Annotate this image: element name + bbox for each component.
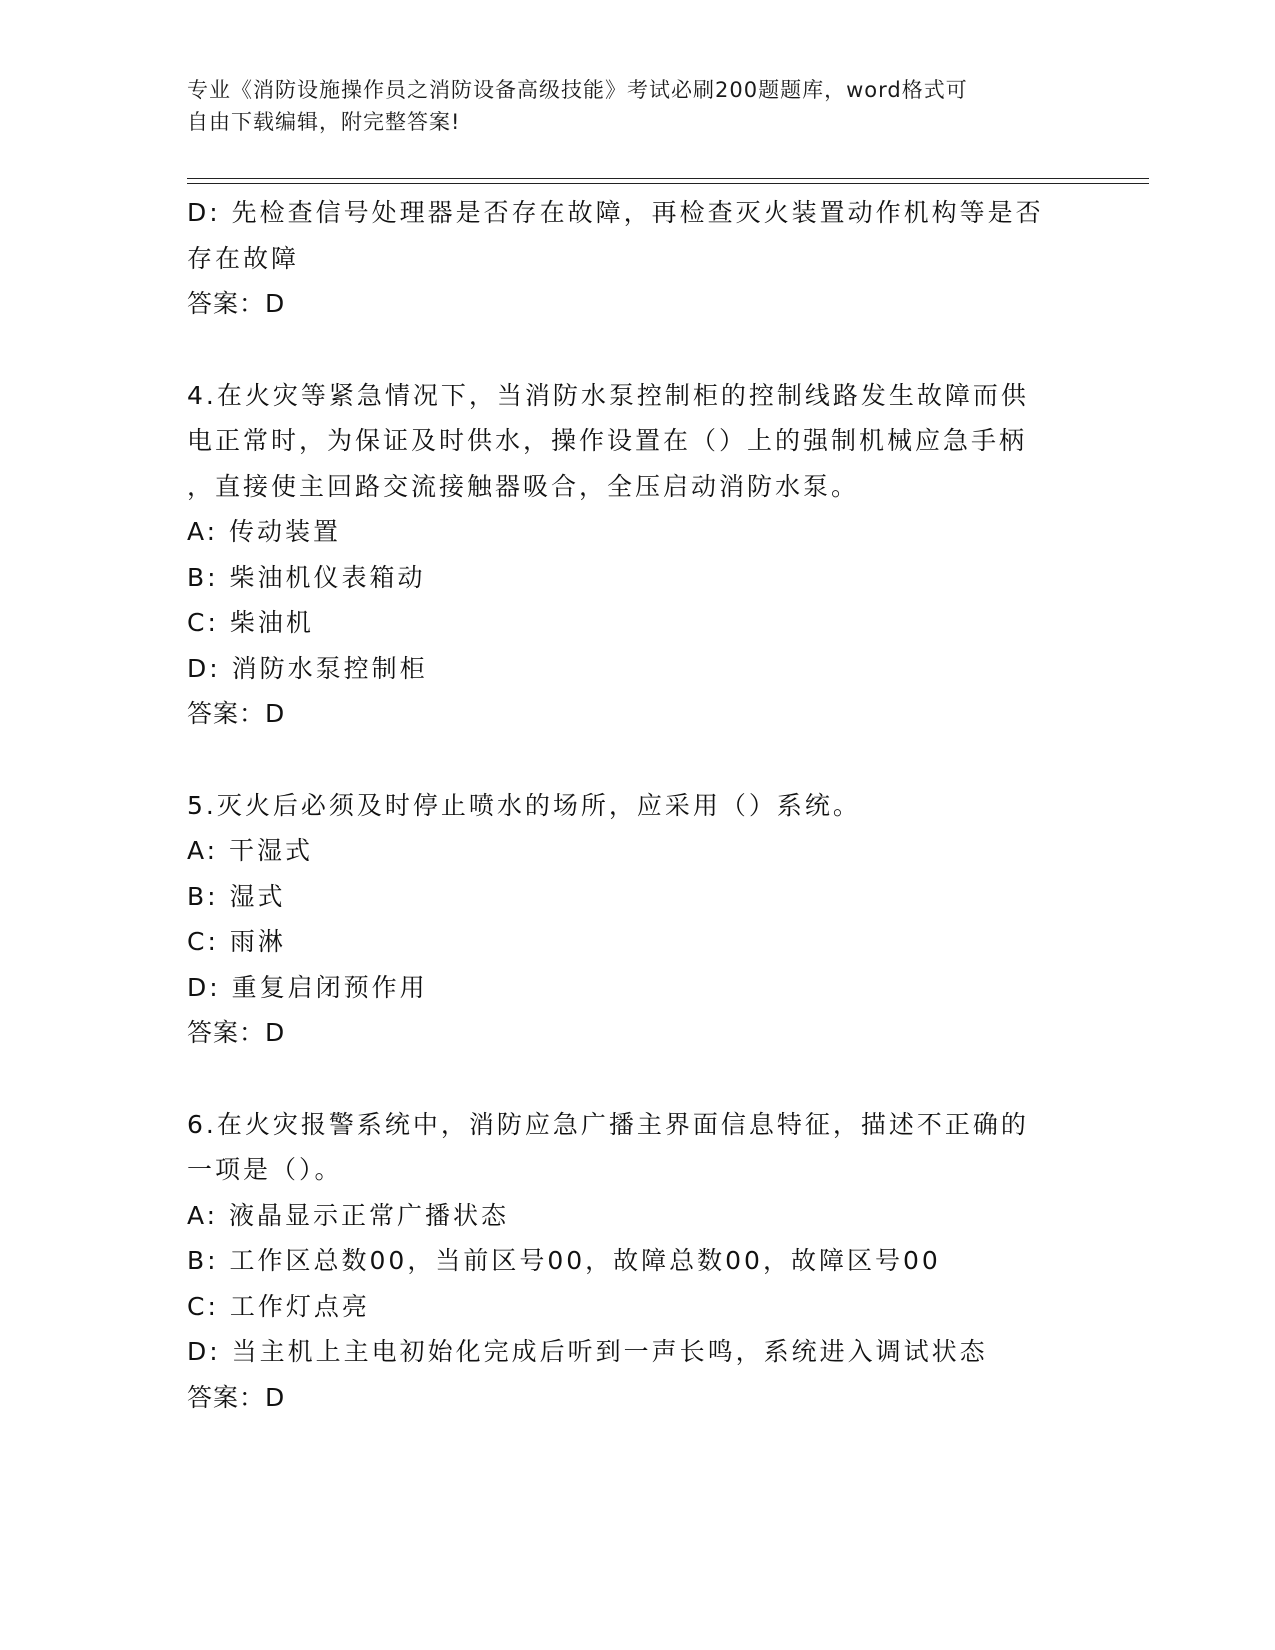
question-block xyxy=(187,1102,1087,1421)
spacer xyxy=(187,737,1087,783)
document-body xyxy=(187,190,1087,1420)
option-d: D: 当主机上主电初始化完成后听到一声长鸣，系统进入调试状态 xyxy=(187,1337,988,1366)
option-c: C: 雨淋 xyxy=(187,927,286,956)
answer-label: 答案：D xyxy=(187,1018,286,1047)
option-a: A: 传动装置 xyxy=(187,517,342,546)
option-text: 存在故障 xyxy=(187,243,300,273)
document-header xyxy=(187,74,1067,138)
header-rule-top xyxy=(187,178,1149,179)
question-block xyxy=(187,783,1087,1056)
question-text: 6.在火灾报警系统中，消防应急广播主界面信息特征，描述不正确的 xyxy=(187,1109,1029,1139)
question-block xyxy=(187,373,1087,737)
header-line-1: 专业《消防设施操作员之消防设备高级技能》考试必刷200题题库，word格式可 xyxy=(187,78,968,102)
option-d: D: 消防水泵控制柜 xyxy=(187,653,428,683)
option-b: B: 湿式 xyxy=(187,881,286,911)
question-text: 5.灭火后必须及时停止喷水的场所，应采用（）系统。 xyxy=(187,790,861,820)
question-text: 4.在火灾等紧急情况下，当消防水泵控制柜的控制线路发生故障而供 xyxy=(187,380,1029,410)
header-line-2: 自由下载编辑，附完整答案! xyxy=(187,110,461,134)
option-a: A: 液晶显示正常广播状态 xyxy=(187,1200,510,1230)
carryover-option-d xyxy=(187,190,1087,281)
spacer xyxy=(187,1056,1087,1102)
option-b: B: 工作区总数00，当前区号00，故障总数00，故障区号00 xyxy=(187,1246,941,1275)
question-text: ，直接使主回路交流接触器吸合，全压启动消防水泵。 xyxy=(187,471,860,501)
option-a: A: 干湿式 xyxy=(187,836,314,865)
option-b: B: 柴油机仪表箱动 xyxy=(187,562,426,592)
option-c: C: 工作灯点亮 xyxy=(187,1291,370,1321)
answer-label: 答案：D xyxy=(187,699,286,728)
question-text: 一项是（）。 xyxy=(187,1155,343,1184)
answer-label: 答案：D xyxy=(187,289,286,318)
question-text: 电正常时，为保证及时供水，操作设置在（）上的强制机械应急手柄 xyxy=(187,426,1028,455)
option-text: D: 先检查信号处理器是否存在故障，再检查灭火装置动作机构等是否 xyxy=(187,198,1044,227)
spacer xyxy=(187,327,1087,373)
option-d: D: 重复启闭预作用 xyxy=(187,972,428,1002)
option-c: C: 柴油机 xyxy=(187,608,314,637)
header-rule-bottom xyxy=(187,183,1149,184)
answer-label: 答案：D xyxy=(187,1382,286,1412)
